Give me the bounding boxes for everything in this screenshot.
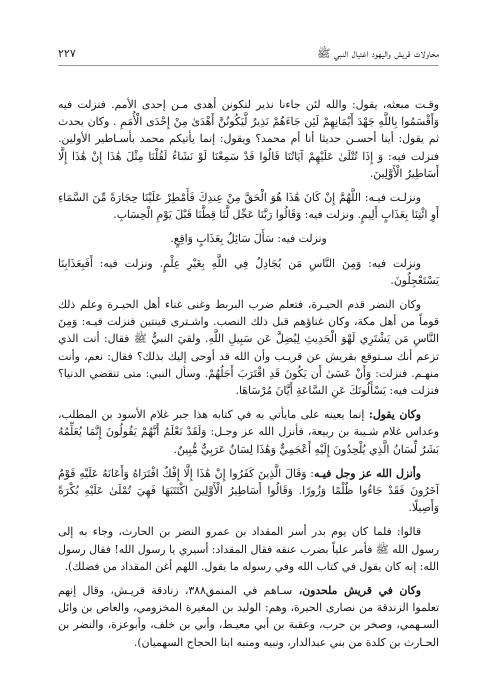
paragraph [58,406,439,458]
page-number: ٢٢٧ [58,47,76,60]
bold-lead-text: وكان في قريش ملحدون، [292,584,421,598]
bold-lead-text: وكان يقول: [368,408,421,422]
bold-lead-text: وأنزل الله عز وجل فيـه [313,466,421,480]
paragraph-text: وكان النضر قدم الحيـرة، فتعلم ضرب البربط وغنى غناء أهل الحيـرة وعلم ذلك قوماً من أهل مكة، وكان غناؤهم قبل ذلك النصب. واشـترى قينتين فنزلت فيـه: وَمِنَ النَّاسِ مَن يَشْتَرِي لَهْوَ الْحَدِيثِ لِيُضِلَّ عَن سَبِيلِ اللَّهِ. ولقيَ النبيُّ ﷺ فقال: أنت الذي تزعم أنك سـتوقع بقريش عن قريـب وأن الله قد أوحى إليك بذلك؟ فقال: نعم، وأنت منهـم. فنزلت: وَأَنْ عَسَىٰ أَن يَكُونَ قَدِ اقْتَرَبَ أَجَلُهُمْ. وسأل النبي: متى تنقضي الدنيا؟ فنزلت فيه: يَسْأَلُونَكَ عَنِ السَّاعَةِ أَيَّانَ مُرْسَاهَا. [58,298,439,398]
paragraph [58,465,439,517]
paragraph-text: ونزلت فيه: سَأَلَ سَائِلٌ بِعَذَابٍ وَاقِعٍ. [170,232,327,246]
paragraph-text: سـاهم في المنمق٣٨٨، زنادقة قريـش، وقال إنهم تعلموا الزندقة من نصارى الحيرة، وهم: الوليد بن المغيرة المخزومي، والعاص بن وائل السـهمي، وصخر بن حرب، وعقبة بن أبي معيـط، وأبي بن خلف، وأبوعزة، والنضر بن الحـارث بن كلدة من بني عبدالدار، ونبيه ومنبه ابنا الحجاج السهميان). [58,584,439,649]
paragraph-text: : وَقَالَ الَّذِينَ كَفَرُوا إِنْ هَٰذَا إِلَّا إِفْكٌ افْتَرَاهُ وَأَعَانَهُ عَلَيْهِ قَوْمٌ آخَرُونَ فَقَدْ جَاءُوا ظُلْمًا وَزُورًا. وَقَالُوا أَسَاطِيرُ الْأَوَّلِينَ اكْتَتَبَهَا فَهِيَ تُمْلَىٰ عَلَيْهِ بُكْرَةً وَأَصِيلًا. [58,466,439,515]
paragraph [58,189,439,223]
paragraph [58,96,439,182]
running-header [58,46,439,62]
paragraph-text: إنما يعينه على مايأتي به في كتابه هذا جبر غلام الأسود بن المطلب، وعداس غلام شـيبة بن ربيعة، فأنزل الله عز وجـل: وَلَقَدْ نَعْلَمُ أَنَّهُمْ يَقُولُونَ إِنَّمَا يُعَلِّمُهُ بَشَرٌ لِّسَانُ الَّذِي يُلْحِدُونَ إِلَيْهِ أَعْجَمِيٌّ وَهَٰذَا لِسَانٌ عَرَبِيٌّ مُّبِينٌ. [58,408,439,456]
paragraph [58,255,439,289]
paragraph-text: وقـت مبعثه، يقول: والله لئن جاءنا نذير لنكونن أهدى مـن إحدى الأمم. فنزلت فيه وَأَقْسَمُوا بِاللَّهِ جَهْدَ أَيْمَانِهِمْ لَئِن جَاءَهُمْ نَذِيرٌ لَّيَكُونُنَّ أَهْدَىٰ مِنْ إِحْدَى الْأُمَمِ . وكان يحدث ثم يقول: أينا أحسـن حديثا أنا أم محمد؟ ويقول: إنما يأتيكم محمد بأسـاطير الأولين. فنزلت فيه: وَ إِذَا تُتْلَىٰ عَلَيْهِمْ آيَاتُنَا قَالُوا قَدْ سَمِعْنَا لَوْ نَشَاءُ لَقُلْنَا مِثْلَ هَٰذَا إِنْ هَٰذَا إِلَّا أَسَاطِيرُ الْأَوَّلِينَ. [58,98,439,180]
paragraph [58,523,439,575]
paragraph-text: ونزلـت فيـه: اللَّهُمَّ إِنْ كَانَ هَٰذَا هُوَ الْحَقَّ مِنْ عِندِكَ فَأَمْطِرْ عَلَيْنَا حِجَارَةً مِّنَ السَّمَاءِ أَوِ ائْتِنَا بِعَذَابٍ أَلِيمٍ. ونزلت فيه: وَقَالُوا رَبَّنَا عَجِّل لَّنَا قِطَّنَا قَبْلَ يَوْمِ الْحِسَابِ. [58,191,439,222]
paragraph-text: ونزلت فيه: وَمِنَ النَّاسِ مَن يُجَادِلُ فِي اللَّهِ بِغَيْرِ عِلْمٍ. ونزلت فيه: أَفَبِعَذَابِنَا يَسْتَعْجِلُونَ. [58,256,439,287]
paragraph-text: قالوا: فلما كان يوم بدر أسر المقداد بن عمرو النضر بن الحارث، وجاء به إلى رسول الله ﷺ فأمر علياً بضرب عنقه فقال المقداد: أسيري يا رسول الله! فقال رسول الله: إنه كان يقول في كتاب الله وفي رسوله ما يقول. اللهم أغن المقداد من فضلك). [58,525,439,573]
paragraph [58,296,439,399]
body-text [58,96,439,658]
header-rule [58,65,439,66]
paragraph [58,582,439,651]
paragraph [58,230,439,247]
header-title: محاولات قريش واليهود اغتيال النبي ﷺ [317,47,439,60]
